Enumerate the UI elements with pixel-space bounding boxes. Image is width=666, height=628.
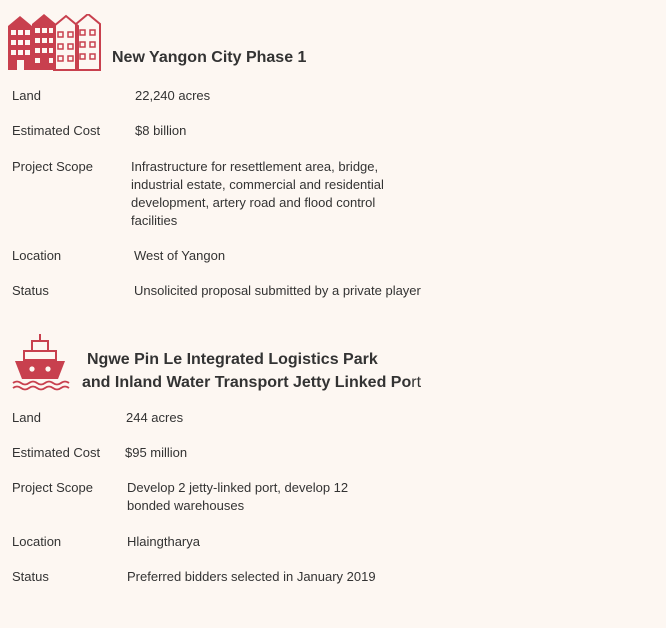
estimated-cost-value: $95 million	[125, 445, 188, 460]
status-value: Unsolicited proposal submitted by a private player	[134, 283, 421, 298]
project-title: New Yangon City Phase 1	[112, 49, 307, 66]
project-title-line2-bold: and Inland Water Transport Jetty Linked Po	[82, 374, 412, 391]
project-title-line1: Ngwe Pin Le Integrated Logistics Park	[87, 351, 378, 368]
location-value: Hlaingtharya	[127, 534, 200, 549]
project-scope-value: Infrastructure for resettlement area, bridge, industrial estate, commercial and residential development, artery road and flood control facilities	[131, 159, 384, 228]
buildings-icon	[8, 14, 102, 72]
status-label: Status	[12, 569, 49, 584]
project-title-line2	[82, 371, 421, 395]
status-value: Preferred bidders selected in January 2019	[127, 569, 376, 584]
land-value: 22,240 acres	[135, 88, 211, 103]
estimated-cost-value: $8 billion	[135, 123, 187, 138]
location-label: Location	[12, 248, 62, 263]
land-label: Land	[12, 410, 41, 425]
location-value: West of Yangon	[134, 248, 226, 263]
project-scope-label: Project Scope	[12, 159, 93, 174]
project-scope-value: Develop 2 jetty-linked port, develop 12 bonded warehouses	[127, 480, 349, 513]
land-value: 244 acres	[126, 410, 184, 425]
project-scope-label: Project Scope	[12, 480, 93, 495]
estimated-cost-label: Estimated Cost	[12, 123, 101, 138]
ship-icon	[12, 333, 70, 391]
project-title-line2-tail: rt	[411, 374, 422, 391]
location-label: Location	[12, 534, 62, 549]
status-label: Status	[12, 283, 49, 298]
land-label: Land	[12, 88, 41, 103]
estimated-cost-label: Estimated Cost	[12, 445, 101, 460]
